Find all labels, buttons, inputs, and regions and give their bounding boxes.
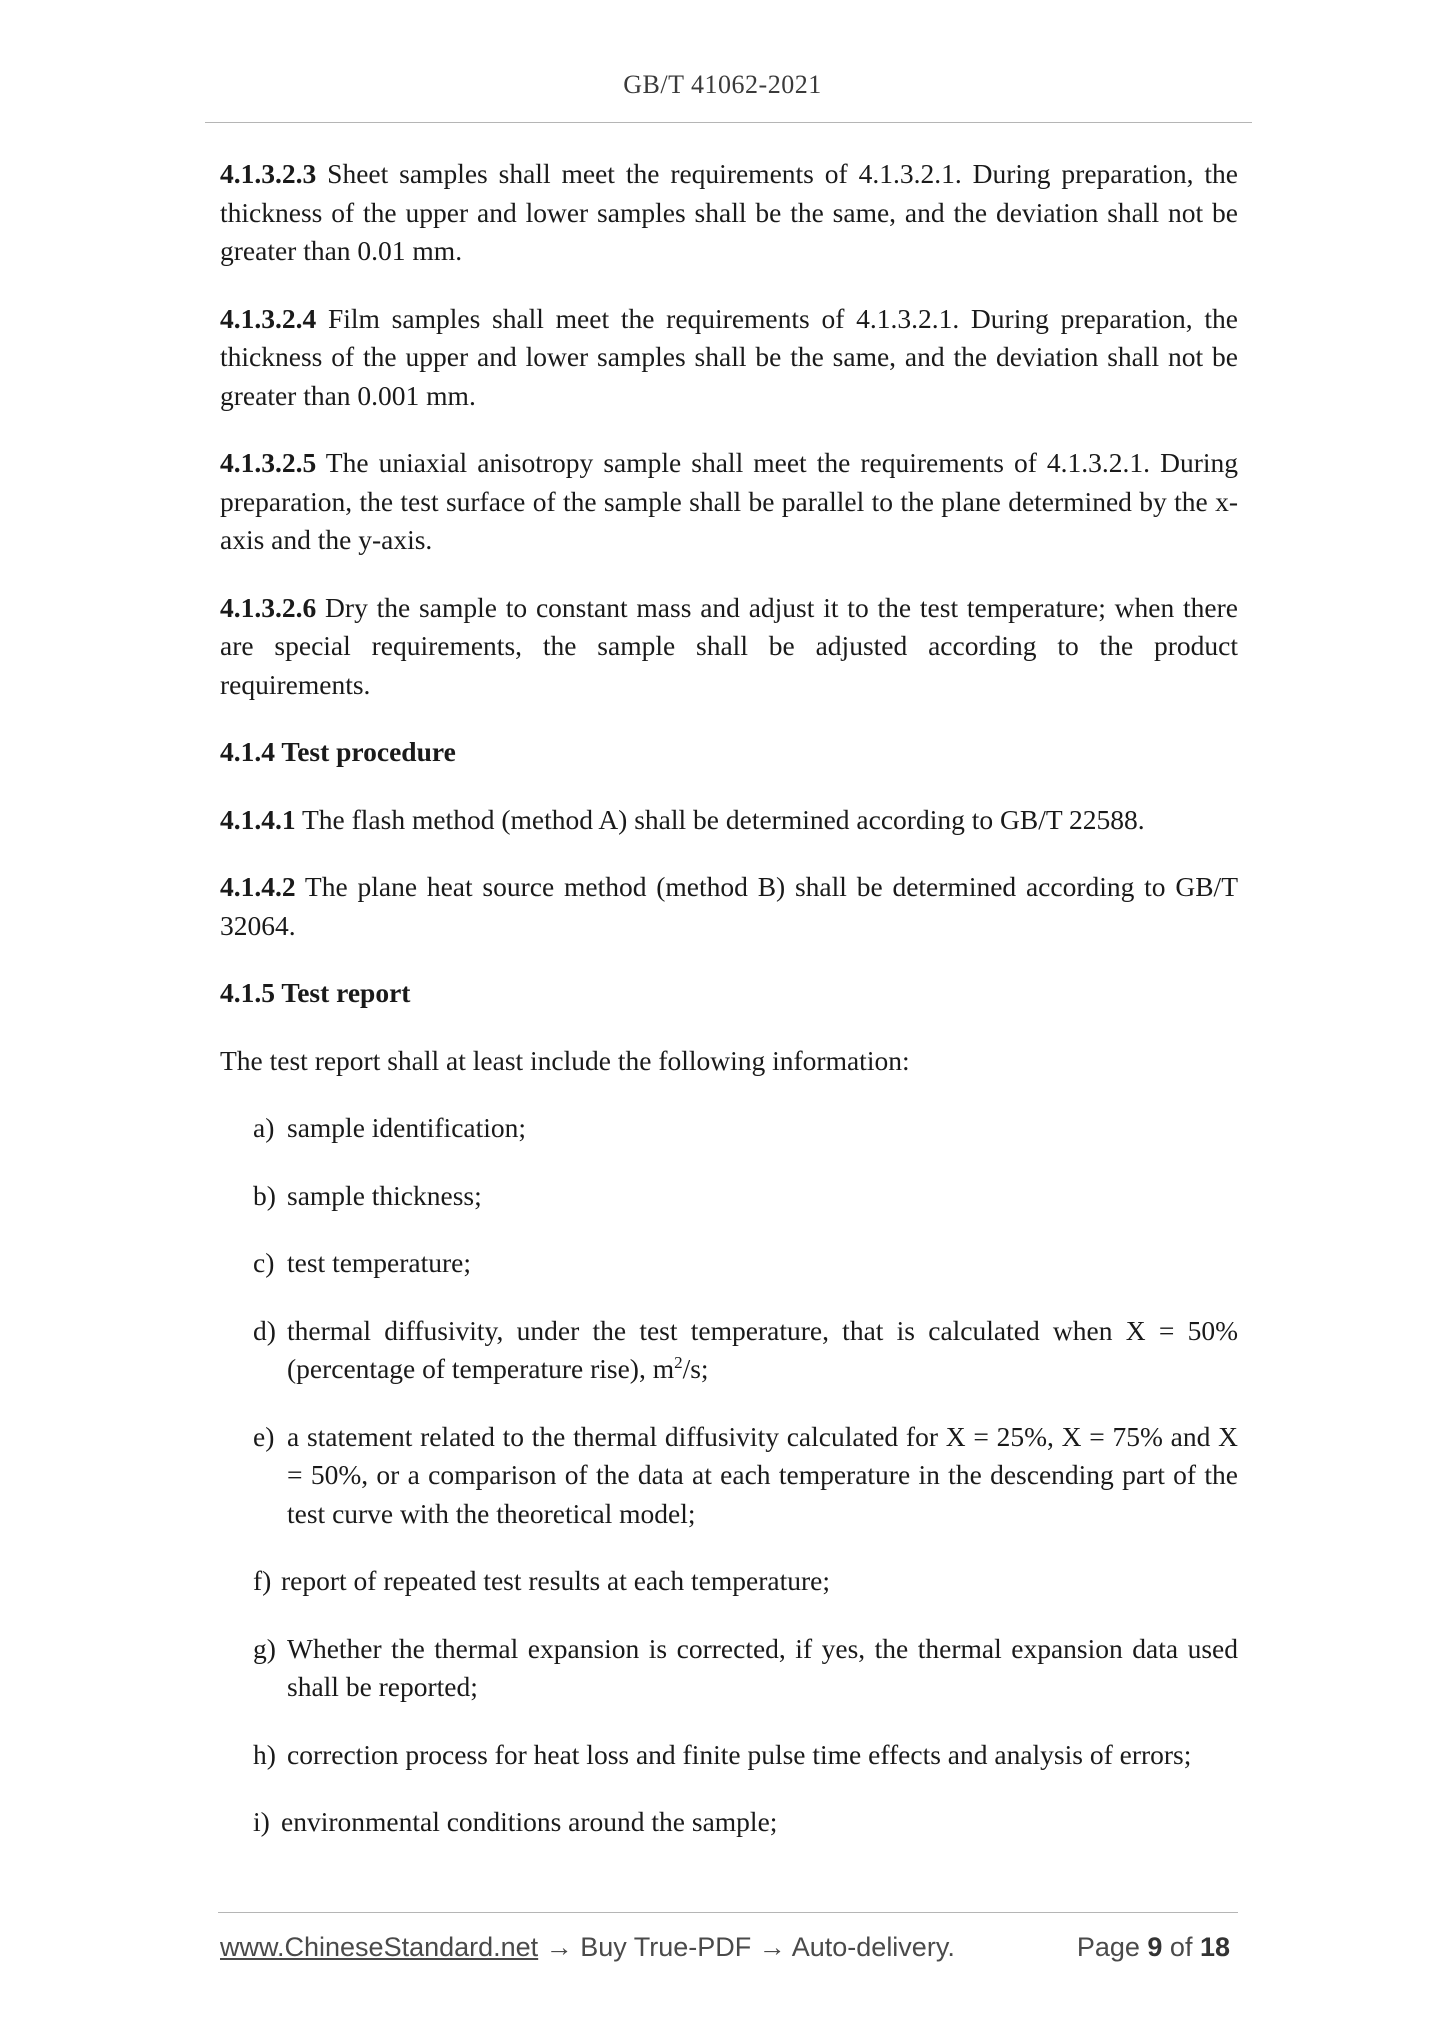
list-marker: d) [253, 1314, 276, 1346]
footer-divider [218, 1912, 1238, 1913]
list-item-text: a statement related to the thermal diffusivity calculated for X = 25%, X = 75% and X = 50%, or a comparison of the data at each temperature in the descending part of the test curve with the theoretical model; [287, 1420, 1238, 1529]
clause-number: 4.1.3.2.4 [220, 302, 317, 334]
list-item-text: test temperature; [287, 1247, 472, 1278]
clause-4-1-3-2-5 [220, 444, 1238, 560]
list-item [253, 1177, 1238, 1216]
footer-tagline: → Buy True-PDF → Auto-delivery. [538, 1932, 955, 1962]
clause-number: 4.1.3.2.6 [220, 591, 317, 623]
page-footer [220, 1932, 1230, 1963]
page-number [1077, 1932, 1230, 1963]
list-marker: i) [253, 1806, 270, 1837]
page-current: 9 [1147, 1932, 1163, 1962]
clause-text: Film samples shall meet the requirements of 4.1.3.2.1. During preparation, the thickness of the upper and lower samples shall be the same, and the deviation shall not be greater than 0.001 mm. [220, 302, 1238, 411]
clause-4-1-4-2 [220, 868, 1238, 945]
list-item [253, 1244, 1238, 1283]
clause-4-1-3-2-3 [220, 155, 1238, 271]
heading-test-procedure: 4.1.4 Test procedure [220, 736, 456, 767]
list-item-text: sample identification; [287, 1112, 527, 1143]
page-label: Page [1076, 1932, 1148, 1962]
list-item-text [287, 1312, 1238, 1389]
list-marker: a) [253, 1112, 275, 1143]
clause-4-1-3-2-6 [220, 589, 1238, 705]
list-item [253, 1803, 1238, 1842]
list-marker: g) [253, 1632, 276, 1664]
page-of-label: of [1162, 1932, 1200, 1962]
list-item-text: correction process for heat loss and finite pulse time effects and analysis of errors; [287, 1738, 1192, 1770]
list-item [253, 1630, 1238, 1707]
list-item [253, 1109, 1238, 1148]
website-link[interactable]: www.ChineseStandard.net [220, 1932, 539, 1962]
list-item [253, 1736, 1238, 1775]
list-item-text: Whether the thermal expansion is corrected, if yes, the thermal expansion data used shall be reported; [287, 1632, 1238, 1702]
list-item-text: environmental conditions around the sample; [281, 1806, 778, 1837]
list-item [253, 1312, 1238, 1389]
clause-number: 4.1.3.2.5 [220, 447, 317, 478]
clause-text: The uniaxial anisotropy sample shall meet the requirements of 4.1.3.2.1. During preparation, the test surface of the sample shall be parallel to the plane determined by the x-axis and the y-axis. [220, 447, 1238, 555]
header-divider [205, 122, 1252, 123]
list-item-text-unit: /s; [682, 1353, 709, 1384]
clause-text: Sheet samples shall meet the requirements of 4.1.3.2.1. During preparation, the thickness of the upper and lower samples shall be the same, and the deviation shall not be greater than 0.01 mm. [220, 158, 1238, 266]
page-total: 18 [1199, 1932, 1230, 1962]
clause-number: 4.1.3.2.3 [220, 158, 317, 189]
footer-promo [220, 1932, 955, 1963]
list-marker: e) [253, 1420, 275, 1452]
clause-text: Dry the sample to constant mass and adjust it to the test temperature; when there are special requirements, the sample shall be adjusted according to the product requirements. [220, 591, 1238, 700]
list-item [253, 1562, 1238, 1601]
list-marker: b) [253, 1179, 276, 1211]
report-intro: The test report shall at least include the following information: [220, 1044, 910, 1076]
report-items-list [220, 1109, 1238, 1842]
superscript: 2 [674, 1352, 683, 1372]
list-marker: c) [253, 1247, 275, 1278]
clause-number: 4.1.4.2 [220, 871, 296, 902]
list-item-text: sample thickness; [287, 1179, 482, 1211]
clause-4-1-4-1 [220, 801, 1238, 840]
clause-4-1-3-2-4 [220, 300, 1238, 416]
list-item-text-main: thermal diffusivity, under the test temperature, that is calculated when X = 50% (percentage of temperature rise), m [287, 1314, 1238, 1384]
list-marker: h) [253, 1738, 276, 1770]
document-body [220, 155, 1238, 1871]
list-item-text: report of repeated test results at each temperature; [281, 1565, 830, 1596]
list-item [253, 1418, 1238, 1534]
heading-test-report: 4.1.5 Test report [220, 977, 411, 1008]
list-marker: f) [253, 1565, 272, 1596]
clause-text: The plane heat source method (method B) shall be determined according to GB/T 32064. [220, 871, 1238, 941]
clause-text: The flash method (method A) shall be determined according to GB/T 22588. [295, 803, 1145, 835]
running-header: GB/T 41062-2021 [623, 70, 822, 99]
clause-number: 4.1.4.1 [220, 803, 296, 835]
